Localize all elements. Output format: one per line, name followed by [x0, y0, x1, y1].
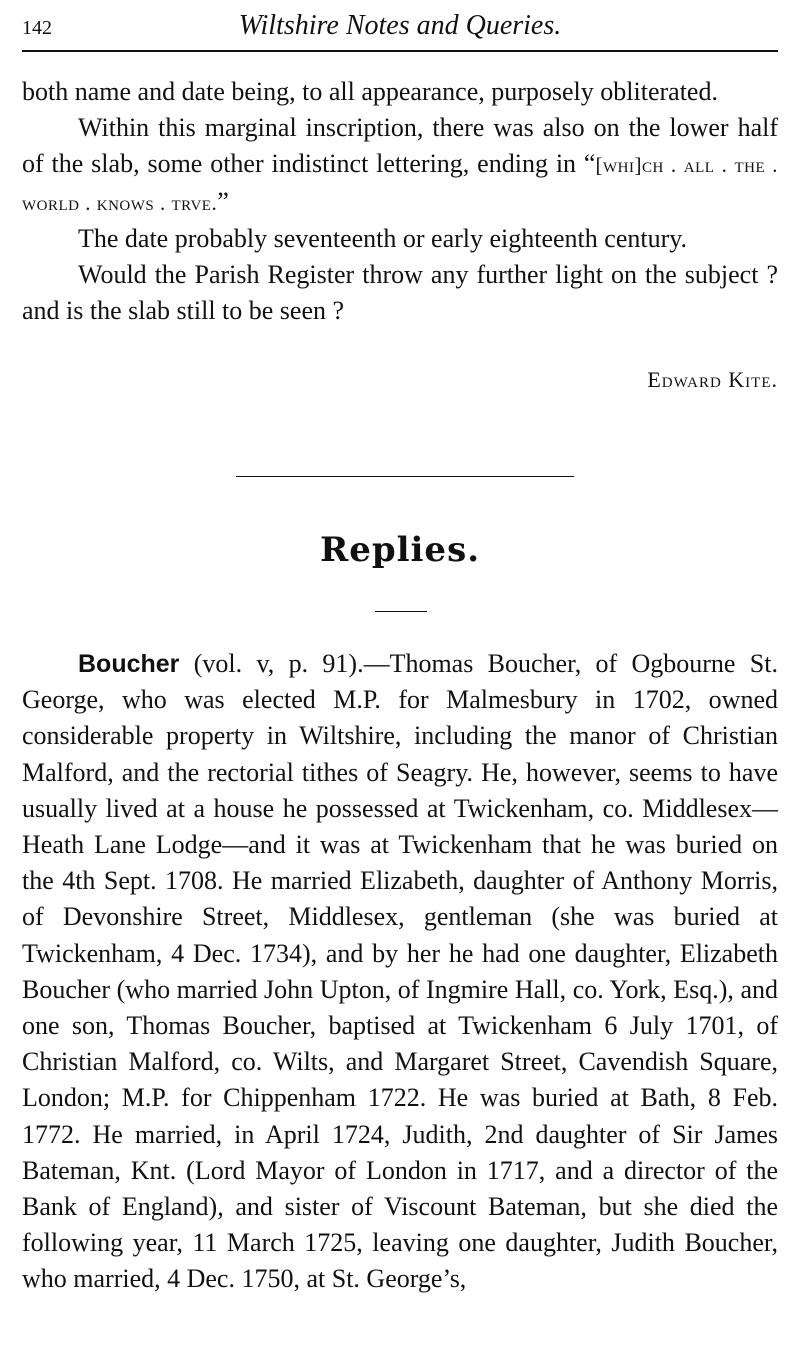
running-title: Wiltshire Notes and Queries.	[238, 10, 562, 41]
reply-text	[22, 646, 778, 1298]
paragraph-text: Within this marginal inscription, there was also on the lower half of the slab, some other indistinct lettering, ending in “	[22, 113, 778, 179]
paragraph: Would the Parish Register throw any further light on the subject ? and is the slab still to be seen ?	[22, 260, 778, 326]
author-signature: Edward Kite.	[647, 367, 778, 392]
paragraph: both name and date being, to all appearance, purposely obliterated.	[22, 77, 718, 106]
closing-quote: ”	[217, 186, 229, 216]
inscription-text: [whi]ch . all . the . world . knows . trve.	[22, 153, 779, 215]
reply-paragraph	[22, 646, 778, 1298]
heading-rule	[375, 611, 427, 612]
paragraph: The date probably seventeenth or early eighteenth century.	[78, 223, 688, 253]
reply-body: (vol. v, p. 91).—Thomas Boucher, of Ogbourne St. George, who was elected M.P. for Malmesbury in 1702, owned considerable property in Wiltshire, including the manor of Christian Malford, and the rectorial tithes of Seagry. He, however, seems to have usually lived at a house he possessed at Twickenham, co. Middlesex—Heath Lane Lodge—and it was at Twickenham that he was buried on the 4th Sept. 1708. He married Elizabeth, daughter of Anthony Morris, of Devonshire Street, Middlesex, gentleman (she was buried at Twickenham, 4 Dec. 1734), and by her he had one daughter, Elizabeth Boucher (who married John Upton, of Ingmire Hall, co. York, Esq.), and one son, Thomas Boucher, baptised at Twickenham 6 July 1701, of Christian Malford, co. Wilts, and Margaret Street, Cavendish Square, London; M.P. for Chippenham 1722. He was buried at Bath, 8 Feb. 1772. He married, in April 1724, Judith, 2nd daughter of Sir James Bateman, Knt. (Lord Mayor of London in 1717, and a director of the Bank of England), and sister of Viscount Bateman, but she died the following year, 11 March 1725, leaving one daughter, Judith Boucher, who married, 4 Dec. 1750, at St. George’s,	[22, 649, 778, 1294]
previous-article-text	[22, 74, 778, 329]
section-divider	[236, 476, 574, 477]
section-heading: Replies.	[319, 530, 481, 570]
page-number: 142	[22, 17, 52, 39]
reply-lead-word: Boucher	[78, 650, 180, 678]
paragraph	[22, 110, 778, 221]
page-header	[22, 10, 778, 52]
